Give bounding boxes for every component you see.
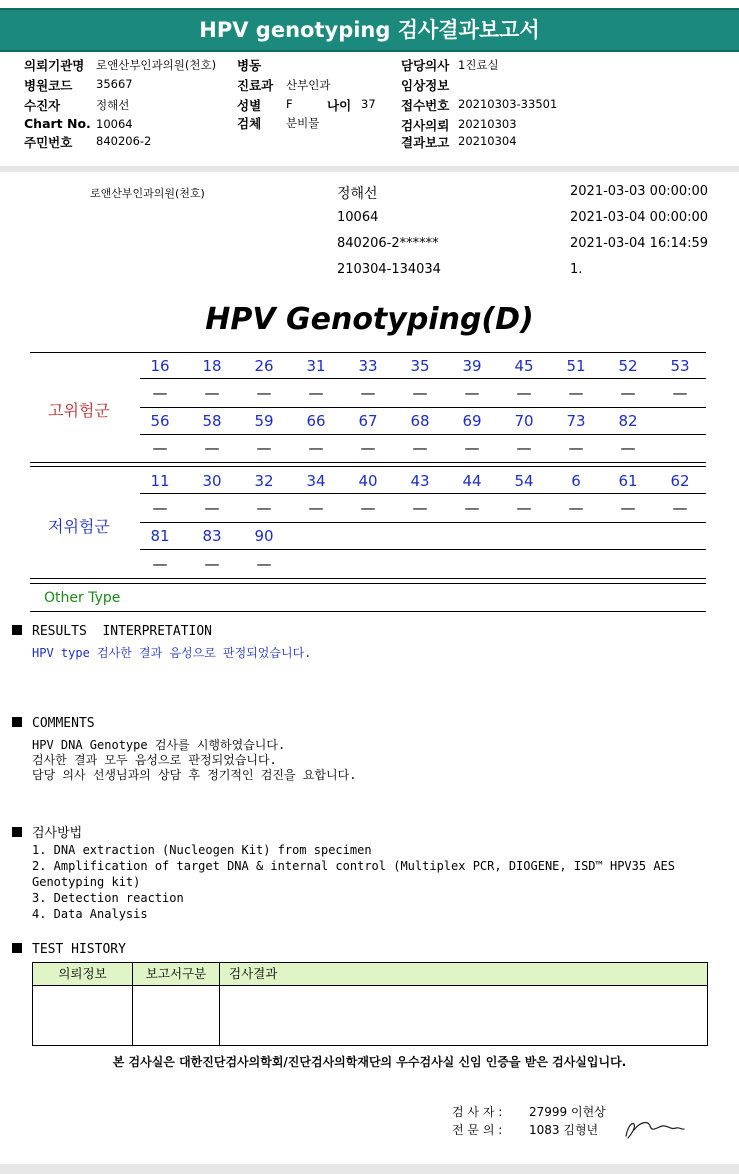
genotype-result: — (308, 384, 324, 402)
ward-key: 병동 (237, 58, 262, 73)
square-bullet-icon (12, 943, 22, 953)
report-date-value: 20210304 (458, 134, 517, 148)
history-heading (12, 942, 126, 957)
genotype-result: — (360, 439, 376, 457)
sex-value: F (286, 97, 293, 111)
genotype-number: 39 (462, 357, 482, 375)
square-bullet-icon (12, 717, 22, 727)
square-bullet-icon (12, 625, 22, 635)
sequence-number: 1. (570, 262, 583, 277)
high-risk-label: 고위험군 (48, 401, 110, 420)
genotype-number: 43 (410, 472, 430, 490)
genotype-number: 68 (410, 412, 430, 430)
department-key: 진료과 (237, 78, 274, 93)
clinic-key: 의뢰기관명 (24, 58, 85, 73)
patient-rrn: 840206-2****** (337, 236, 439, 251)
genotype-number: 11 (150, 472, 170, 490)
genotype-number: 61 (618, 472, 638, 490)
genotype-result: — (256, 384, 272, 402)
genotype-result: — (256, 499, 272, 517)
genotype-result: — (516, 499, 532, 517)
method-heading (12, 822, 82, 841)
chart-no-key: Chart No. (24, 116, 91, 131)
history-table (32, 962, 708, 1046)
genotype-number: 30 (202, 472, 222, 490)
patient-clinic: 로앤산부인과의원(천호) (90, 187, 205, 200)
report-title-bar: HPV genotyping 검사결과보고서 (0, 8, 739, 52)
patient-chart: 10064 (337, 210, 379, 225)
genotype-number: 81 (150, 527, 170, 545)
history-col-request: 의뢰정보 (58, 966, 107, 981)
history-col-result: 검사결과 (229, 966, 278, 981)
method-heading-text: 검사방법 (32, 826, 83, 841)
genotype-result: — (152, 555, 168, 573)
other-type-label: Other Type (44, 590, 121, 606)
hospital-code-key: 병원코드 (24, 78, 73, 93)
genotype-result: — (568, 384, 584, 402)
clinical-info-key: 임상정보 (401, 78, 450, 93)
sex-key: 성별 (237, 98, 262, 113)
method-line-4: 3. Detection reaction (32, 891, 184, 905)
genotype-result: — (464, 499, 480, 517)
genotype-number: 53 (670, 357, 690, 375)
comment-line-3: 담당 의사 선생님과의 상담 후 정기적인 검진을 요합니다. (32, 768, 357, 782)
date-received: 2021-03-03 00:00:00 (570, 184, 709, 199)
patient-key: 수진자 (24, 98, 61, 113)
separator-band (0, 166, 739, 172)
comments-heading (12, 716, 95, 731)
date-tested: 2021-03-04 00:00:00 (570, 210, 709, 225)
request-date-key: 검사의뢰 (401, 118, 450, 133)
genotype-number: 52 (618, 357, 638, 375)
genotype-number: 59 (254, 412, 274, 430)
genotype-number: 18 (202, 357, 222, 375)
results-text: HPV type 검사한 결과 음성으로 판정되었습니다. (32, 646, 312, 660)
genotype-result: — (308, 499, 324, 517)
genotype-number: 31 (306, 357, 326, 375)
genotype-number: 90 (254, 527, 274, 545)
genotype-result: — (152, 499, 168, 517)
patient-value: 정해선 (96, 98, 130, 112)
rrn-value: 840206-2 (96, 134, 152, 148)
genotype-result: — (360, 384, 376, 402)
genotype-number: 51 (566, 357, 586, 375)
genotype-result: — (152, 384, 168, 402)
genotype-result: — (620, 439, 636, 457)
patient-name: 정해선 (337, 186, 378, 202)
doctor-value: 1진료실 (458, 58, 499, 72)
genotype-result: — (464, 384, 480, 402)
genotype-result: — (568, 499, 584, 517)
genotype-result: — (672, 499, 688, 517)
genotype-number: 82 (618, 412, 638, 430)
age-key: 나이 (327, 98, 352, 113)
genotype-number: 58 (202, 412, 222, 430)
genotype-result: — (204, 384, 220, 402)
examiner-label: 검 사 자 : (452, 1105, 503, 1119)
genotype-number: 67 (358, 412, 378, 430)
request-date-value: 20210303 (458, 117, 517, 131)
method-line-5: 4. Data Analysis (32, 907, 148, 921)
genotype-number: 35 (410, 357, 430, 375)
genotype-result: — (412, 384, 428, 402)
genotype-number: 44 (462, 472, 482, 490)
clinic-value: 로앤산부인과의원(천호) (96, 58, 217, 72)
signature-scribble-icon (622, 1116, 688, 1142)
hospital-code-value: 35667 (96, 77, 133, 91)
history-col-report-type: 보고서구분 (145, 966, 207, 981)
comment-line-2: 검사한 결과 모두 음성으로 판정되었습니다. (32, 753, 277, 767)
genotype-number: 83 (202, 527, 222, 545)
history-heading-text: TEST HISTORY (32, 942, 126, 957)
genotype-result: — (204, 439, 220, 457)
genotype-result: — (308, 439, 324, 457)
genotype-number: 66 (306, 412, 326, 430)
genotype-result: — (256, 555, 272, 573)
results-heading (12, 624, 212, 639)
certification-statement: 본 검사실은 대한진단검사의학회/진단검사의학재단의 우수검사실 신임 인증을 받은 검사실입니다. (112, 1055, 627, 1069)
genotype-result: — (672, 384, 688, 402)
genotype-result: — (620, 499, 636, 517)
genotype-result: — (204, 555, 220, 573)
genotype-number: 62 (670, 472, 690, 490)
results-heading-text: RESULTS INTERPRETATION (32, 624, 213, 639)
low-risk-label: 저위험군 (48, 517, 110, 536)
genotype-result: — (516, 384, 532, 402)
comments-heading-text: COMMENTS (32, 716, 95, 731)
genotype-result: — (516, 439, 532, 457)
genotype-number: 34 (306, 472, 326, 490)
genotype-number: 70 (514, 412, 534, 430)
genotype-result: — (152, 439, 168, 457)
genotype-number: 6 (571, 472, 581, 490)
patient-sample-id: 210304-134034 (337, 262, 441, 277)
header-info (0, 52, 739, 167)
genotype-number: 32 (254, 472, 274, 490)
method-line-1: 1. DNA extraction (Nucleogen Kit) from specimen (32, 843, 372, 857)
footer-band (0, 1164, 739, 1174)
genotype-number: 40 (358, 472, 378, 490)
genotype-result: — (620, 384, 636, 402)
specialist-label: 전 문 의 : (452, 1123, 503, 1137)
genotype-number: 69 (462, 412, 482, 430)
genotype-result: — (204, 499, 220, 517)
age-value: 37 (361, 97, 376, 111)
department-value: 산부인과 (286, 78, 331, 92)
receipt-no-key: 접수번호 (401, 98, 450, 113)
genotype-result: — (412, 439, 428, 457)
genotype-number: 73 (566, 412, 586, 430)
doctor-key: 담당의사 (401, 58, 450, 73)
genotype-result: — (568, 439, 584, 457)
genotyping-title: HPV Genotyping(D) (205, 302, 534, 337)
genotype-number: 26 (254, 357, 274, 375)
genotype-number: 45 (514, 357, 534, 375)
specimen-key: 검체 (237, 116, 262, 131)
rrn-key: 주민번호 (24, 135, 73, 150)
genotype-result: — (464, 439, 480, 457)
genotype-number: 56 (150, 412, 170, 430)
specimen-value: 분비물 (286, 116, 320, 130)
date-reported: 2021-03-04 16:14:59 (570, 236, 709, 251)
method-line-3: Genotyping kit) (32, 875, 141, 889)
receipt-no-value: 20210303-33501 (458, 97, 558, 111)
chart-no-value: 10064 (96, 117, 133, 131)
examiner-value: 27999 이현상 (529, 1105, 606, 1119)
genotype-result: — (412, 499, 428, 517)
genotype-result: — (360, 499, 376, 517)
report-date-key: 결과보고 (401, 135, 450, 150)
specialist-value: 1083 김형년 (529, 1123, 599, 1137)
genotype-number: 33 (358, 357, 378, 375)
genotype-number: 54 (514, 472, 534, 490)
genotype-result: — (256, 439, 272, 457)
comment-line-1: HPV DNA Genotype 검사를 시행하였습니다. (32, 738, 286, 752)
genotype-number: 16 (150, 357, 170, 375)
square-bullet-icon (12, 827, 22, 837)
method-line-2: 2. Amplification of target DNA & internal control (Multiplex PCR, DIOGENE, ISD™ HPV35 AES (32, 859, 675, 873)
